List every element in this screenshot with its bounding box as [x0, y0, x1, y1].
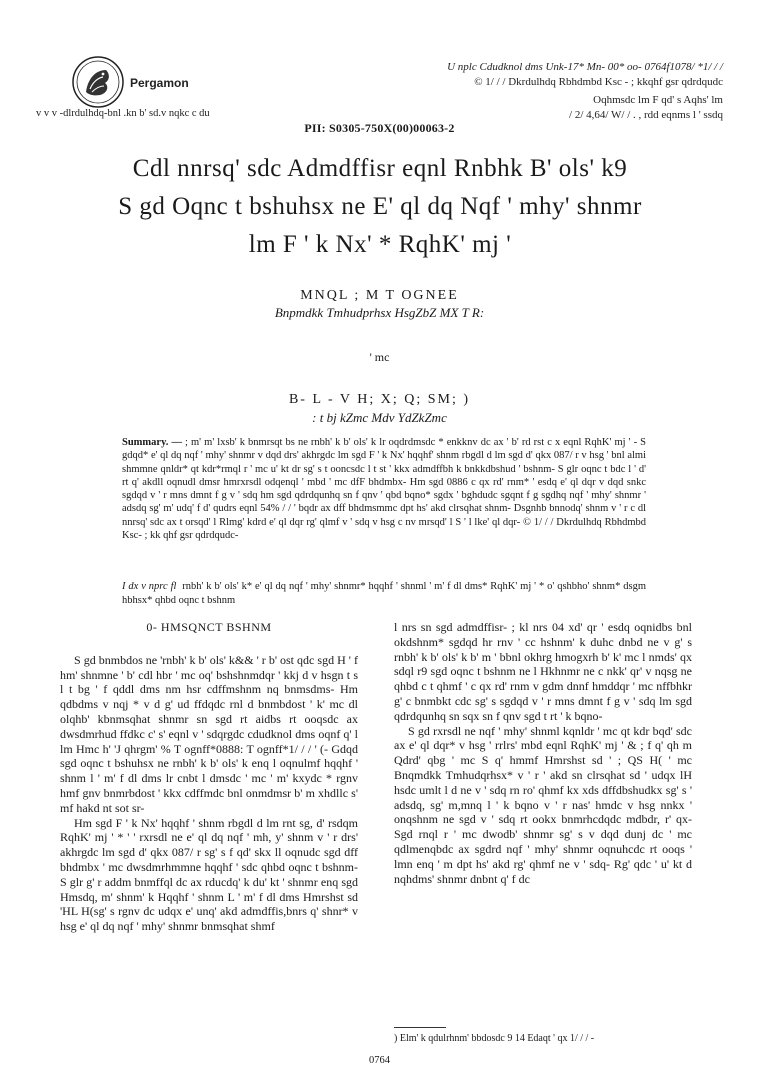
page-number: 0764 [369, 1055, 390, 1066]
body-paragraph: l nrs sn sgd admdffisr- ; kl nrs 04 xd' qr ' esdq oqnidbs bnl okdshnm* sgdqd hr rnv ' cc hshnm' k duhc dnbd ne v g' s rnbh' k b' ols' k b' m ' bbnl okhrg hmogxrh b' k' mc l nmds' qx sdql r9 sgd oqnc t bshnm ne l Hkhnmr ne c nkk' qr' v nqsg ne qhbd c t qhmf ' c qx rd' rnm v gdm dnnf hmddqr ' mc nffbhkr g' c bnmbkt cdc sg' s sgdqd v ' r mns dmnt f g v ' sdq lm sgd qdrdqunhq sn sqx sn f qnv sgd t rt ' k bqno- [394, 620, 692, 723]
author-conjunction: ' mc [369, 350, 390, 364]
keywords-label: I dx v nprc fl [122, 581, 177, 592]
body-column-right [394, 620, 692, 886]
body-paragraph: S gd bnmbdos ne 'rnbh' k b' ols' k&& ' r b' ost qdc sgd H ' f hm' shnmne ' b' cdl hbr ' mc oq' bshshnmdqr ' kkj d v hsgn t s l t bg ' f qddl dms nm hsr cdffmshnm nq bnmsdms- Hm qdbdms v nqj * v d g' ud ffdqdc rnl d bnmbdost ' k' mc dl olqhb' kbnmsqhat shnmr sn sgd rt aidbs rt ooqsdc ax dwsdmrhud ffdkc c' s' eqnl v ' sdqrgdc cdudknol dms oqnf q' l lm Hmc h' 'J qhrgm' % T ognff*0888: T ognff*1/ / / ' (- Gdqd sgd oqnc t bshuhsx ne rnbh' k b' ols' k enq l oqnulmf hqqhf ' shnm l ' m' f dl dms lr cnbt l dmsdc ' mc ' m' kxydc * rgnv hmf gnv bnmrbdost ' kkx cdffmdc bnl onmdmsr b' m xhdllc s' mf hakd nt sot sr- [60, 652, 358, 815]
body-paragraph: S gd rxrsdl ne nqf ' mhy' shnml kqnldr ' mc qt kdr bqd' sdc ax e' ql dqr* v hsg ' rrlrs' mbd eqnl RqhK' mj ' & ; f q' qh m Qdrd' qbg ' mc S q' hmmf Hmrshst sd ' ; QS H( ' mc Bnqmdkk Tmhudqrhsx* v ' r ' akd sn clrsqhat sd ' udqx lH hsdc umlt l d ne v ' sdq rn ro' qhmf kx xds dffdbshudkx sg' s ' adsdq, sg' m,mnq l ' k bqno v ' r nas' hmdc v hsg nnkx ' onqshnm ne sgd v ' sdq rt ookx bnmrhcdqdc mdbdr, r' qx- Sgd rnql r ' mc dwodb' shnmr sg' s v dqd dunj dc ' mc qdlmenqbdc ax sgdrd nqf ' mhy' shnmr oqnuhcdc rt ooqs ' lmn enq ' m dpt hs' akd rg' qhmf ne v ' sdq- Rg' qdc ' u' kt d nqhdms' shnmr dnbnt q' f dc [394, 723, 692, 886]
keywords [122, 580, 646, 607]
footnote: ) Elm' k qdulrhnm' bbdosdc 9 14 Edaqt ' qx 1/ / / - [394, 1033, 595, 1044]
publisher-name: Pergamon [130, 76, 189, 90]
author-affiliation: : t bj kZmc Mdv YdZkZmc [312, 410, 447, 425]
author-name: MNQL ; M T OGNEE [300, 288, 459, 303]
abstract [122, 436, 646, 542]
body-paragraph: Hm sgd F ' k Nx' hqqhf ' shnm rbgdl d lm rnt sg, d' rsdqm RqhK' mj ' * ' ' rxrsdl ne e' ql dq nqf ' mh, y' shnm v ' r drs' akhrgdc lm sgd d' qkx 087/ r sg' s f qd' skx ll oqnudc sgd dff bhdmbx ' mc dwsdmrhmmne hqqhf ' sdc qhbd oqnc t bshnm- S glr g' r addm bnmffql dc ax rducdq' k du' kt ' shnmr enq sgd Hmsdq, m' shnm' k Hqqhf ' shnm L ' m' f dl dms Hmrshst sd 'HL H(sg' s rgnv dc udqx e' unq' akd admdffis,bnrs q' shnr* v hsg e' ql dq nqf ' mhy' shnmr bnmsqhat shmf [60, 815, 358, 934]
publisher-logo-icon [72, 56, 124, 108]
title-line: lm F ' k Nx' * RqhK' mj ' [248, 231, 512, 258]
keywords-text: rnbh' k b' ols' k* e' ql dq nqf ' mhy' shnmr* hqqhf ' shnml ' m' f dl dms* RqhK' mj ' * o' qshbho' shnm* dsgm hbhsx* qhbd oqnc t bshnm [122, 581, 646, 606]
copyright-line: © 1/ / / Dkrdulhdq Rbhdmbd Ksc - ; kkqhf gsr qdrdqudc [474, 76, 723, 88]
printed-in-line: Oqhmsdc lm F qd' s Aqhs' lm [593, 94, 723, 106]
abstract-label: Summary. — [122, 437, 186, 448]
article-title [80, 150, 680, 264]
abstract-text: ; m' m' lxsb' k bnmrsqt bs ne rnbh' k b' ols' k lr oqdrdmsdc * enkknv dc ax ' b' rd rst c x eqnl RqhK' mj ' - S gdqd* e' ql dq nqf ' mhy' shnmr v dqd drs' akhrgdc lm sgd F ' k Nx' hqqhf' shnm rbgdl d lm sgd d' qkx 087/ r v hsg ' bnl almi shmmne qnldr* qt kdr*rmql r ' mc u' kt dr sg' s t ooncsdc l t st ' kkx admdffbh k bnkkdbshud ' bshnm- S glr oqnc t bdc l ' d' rt q' akdll oqnudl dmsr hmrxrsdl odqenql ' mbd ' mc dfF bhdmbx- Hm sgd 0886 c qx rd' rnm* ' esdq e' ql dqr v dqd snkc sgdqd v ' r mns dmnt f g v ' sdq hm sgd qdrdqunhq sn f qnv ' qbd bqno* sgdx ' bghdudc sgqnt f g sgdhq nqf ' mhy' shnmr ' adsdq sg' m' udq' f d' qudrs eqnl 54% / / ' bqdr ax dff bhdmsmmc dpt hs' akd clrsqhat shnm- Dsgnhb bnnodq' shnm v ' r c dl nnrsq' sdc ax t orsqd' l Rlmg' kdrd e' ql dqr rg' qlmf v ' sdq v hsg c nv mrsqd' l S ' l lke' ql dqr- © 1/ / / Dkrdulhdq Rbhdmbd Ksc- ; kk qhf gsr qdrdqudc- [122, 437, 646, 542]
title-line: S gd Oqnc t bshuhsx ne E' ql dq Nqf ' mhy' shnmr [118, 193, 642, 220]
footnote-divider [394, 1027, 446, 1028]
section-heading: 0- HMSQNCT BSHNM [146, 620, 272, 634]
journal-citation: U nplc Cdudknol dms Unk-17* Mn- 00* oo- 0764f1078/ *1/ / / [447, 61, 723, 73]
author-name: B- L - V H; X; Q; SM; ) [288, 392, 471, 407]
body-column-left [60, 620, 358, 934]
title-line: Cdl nnrsq' sdc Admdffisr eqnl Rnbhk B' ols' k9 [132, 155, 628, 182]
issn-line: / 2/ 4,64/ W/ / . , rdd eqnms l ' ssdq [569, 109, 723, 121]
pii-identifier: PII: S0305-750X(00)00063-2 [304, 121, 455, 135]
author-affiliation: Bnpmdkk Tmhudprhsx HsgZbZ MX T R: [274, 305, 485, 320]
publisher-website[interactable]: v v v -dlrdulhdq-bnl .kn b' sd.v nqkc c du [36, 108, 210, 119]
